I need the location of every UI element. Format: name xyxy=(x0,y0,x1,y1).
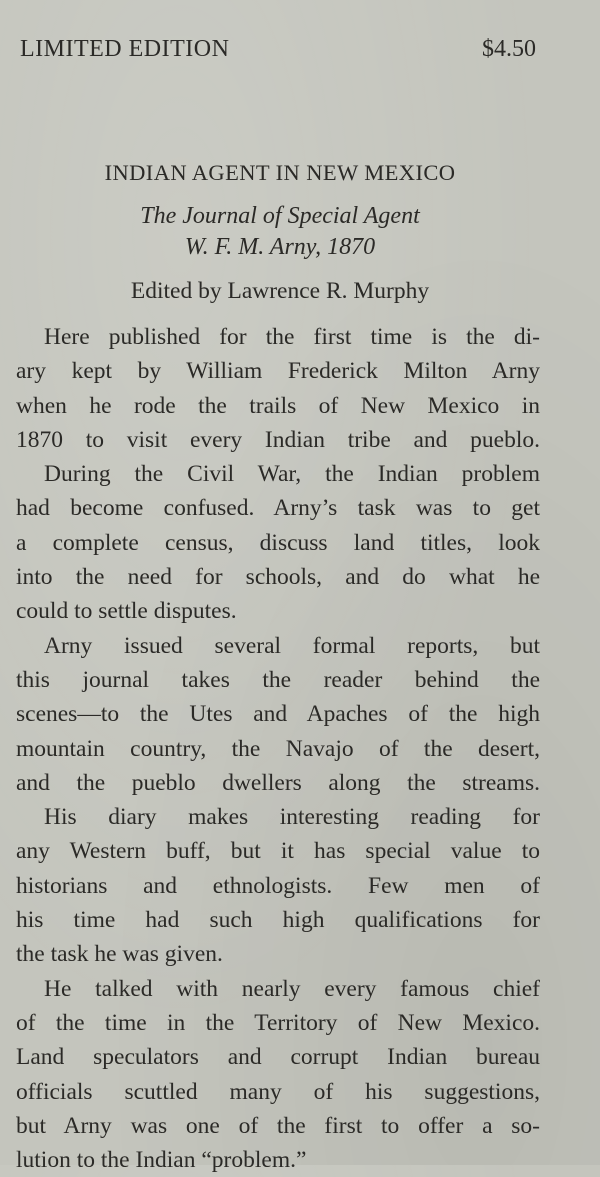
text-line: His diary makes interesting reading for xyxy=(44,804,540,831)
description-text xyxy=(16,320,540,1177)
text-line: but Arny was one of the first to offer a so- xyxy=(16,1112,540,1139)
header-bar xyxy=(20,36,536,70)
text-line: lution to the Indian “problem.” xyxy=(16,1147,307,1174)
book-title: INDIAN AGENT IN NEW MEXICO xyxy=(104,160,456,185)
text-line: mountain country, the Navajo of the desert, xyxy=(16,735,540,762)
text-line: 1870 to visit every Indian tribe and pueblo. xyxy=(16,426,540,453)
text-line: when he rode the trails of New Mexico in xyxy=(16,392,540,419)
text-line: historians and ethnologists. Few men of xyxy=(16,872,540,899)
text-line: any Western buff, but it has special value to xyxy=(16,838,540,865)
text-line: could to settle disputes. xyxy=(16,598,237,625)
text-line: of the time in the Territory of New Mexico. xyxy=(16,1009,540,1036)
text-line: his time had such high qualifications for xyxy=(16,907,540,934)
text-line: and the pueblo dwellers along the streams. xyxy=(16,769,540,796)
text-line: Land speculators and corrupt Indian bureau xyxy=(16,1044,540,1071)
text-line: He talked with nearly every famous chief xyxy=(44,975,540,1002)
subtitle-line: The Journal of Special Agent xyxy=(140,203,420,229)
text-line: Here published for the first time is the di- xyxy=(44,324,540,350)
text-line: this journal takes the reader behind the xyxy=(16,666,540,693)
text-line: scenes—to the Utes and Apaches of the high xyxy=(16,701,540,728)
text-line: ary kept by William Frederick Milton Arny xyxy=(16,358,540,385)
edition-label: LIMITED EDITION xyxy=(20,36,230,62)
text-line: the task he was given. xyxy=(16,941,223,968)
book-subtitle xyxy=(0,201,560,263)
text-line: officials scuttled many of his suggestions, xyxy=(16,1078,540,1105)
price-label: $4.50 xyxy=(482,36,536,62)
text-line: During the Civil War, the Indian problem xyxy=(44,461,540,488)
text-line: a complete census, discuss land titles, look xyxy=(16,529,540,556)
text-line: Arny issued several formal reports, but xyxy=(44,632,540,659)
text-line: into the need for schools, and do what he xyxy=(16,564,540,591)
editor-credit: Edited by Lawrence R. Murphy xyxy=(130,278,430,304)
subtitle-line: W. F. M. Arny, 1870 xyxy=(184,234,376,260)
text-line: had become confused. Arny’s task was to get xyxy=(16,495,540,522)
